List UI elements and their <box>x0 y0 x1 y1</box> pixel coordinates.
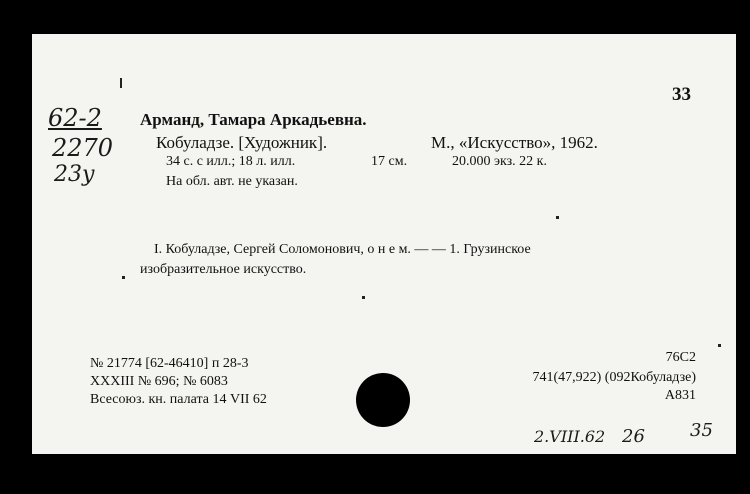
footer-right-line-2: 741(47,922) (092Кобуладзе) <box>532 370 696 385</box>
ink-speck <box>718 344 721 347</box>
ink-speck <box>122 276 125 279</box>
shelfmark-line-2: 2270 <box>52 134 114 162</box>
footer-right-line-1: 76С2 <box>665 350 696 365</box>
subject-line-1: I. Кобуладзе, Сергей Соломонович, о н е м. — — 1. Грузинское <box>154 242 531 257</box>
shelfmark-line-1: 62-2 <box>48 104 102 132</box>
subject-line-2: изобразительное искусство. <box>140 262 307 277</box>
card-number: 33 <box>672 84 691 105</box>
size: 17 см. <box>371 154 408 169</box>
note: На обл. авт. не указан. <box>166 174 298 189</box>
imprint: М., «Искусство», 1962. <box>431 133 598 152</box>
footer-left-line-2: XXXIII № 696; № 6083 <box>90 374 228 389</box>
print-run-price: 20.000 экз. 22 к. <box>452 154 547 169</box>
handwritten-date: 2.VIII.62 <box>534 427 606 446</box>
ink-speck <box>120 78 122 88</box>
title: Кобуладзе. [Художник]. <box>156 133 328 152</box>
footer-left-line-3: Всесоюз. кн. палата 14 VII 62 <box>90 392 267 407</box>
footer-left-line-1: № 21774 [62-46410] п 28-3 <box>90 356 249 371</box>
shelfmark-line-3: 23y <box>54 162 95 187</box>
handwritten-mark-1: 26 <box>622 426 645 447</box>
card-punch-hole <box>356 373 410 427</box>
physical-description: 34 с. с илл.; 18 л. илл. <box>166 154 296 169</box>
handwritten-mark-2: 35 <box>690 420 713 441</box>
footer-right-line-3: А831 <box>664 388 696 403</box>
author: Арманд, Тамара Аркадьевна. <box>140 110 367 129</box>
ink-speck <box>556 216 559 219</box>
ink-speck <box>362 296 365 299</box>
